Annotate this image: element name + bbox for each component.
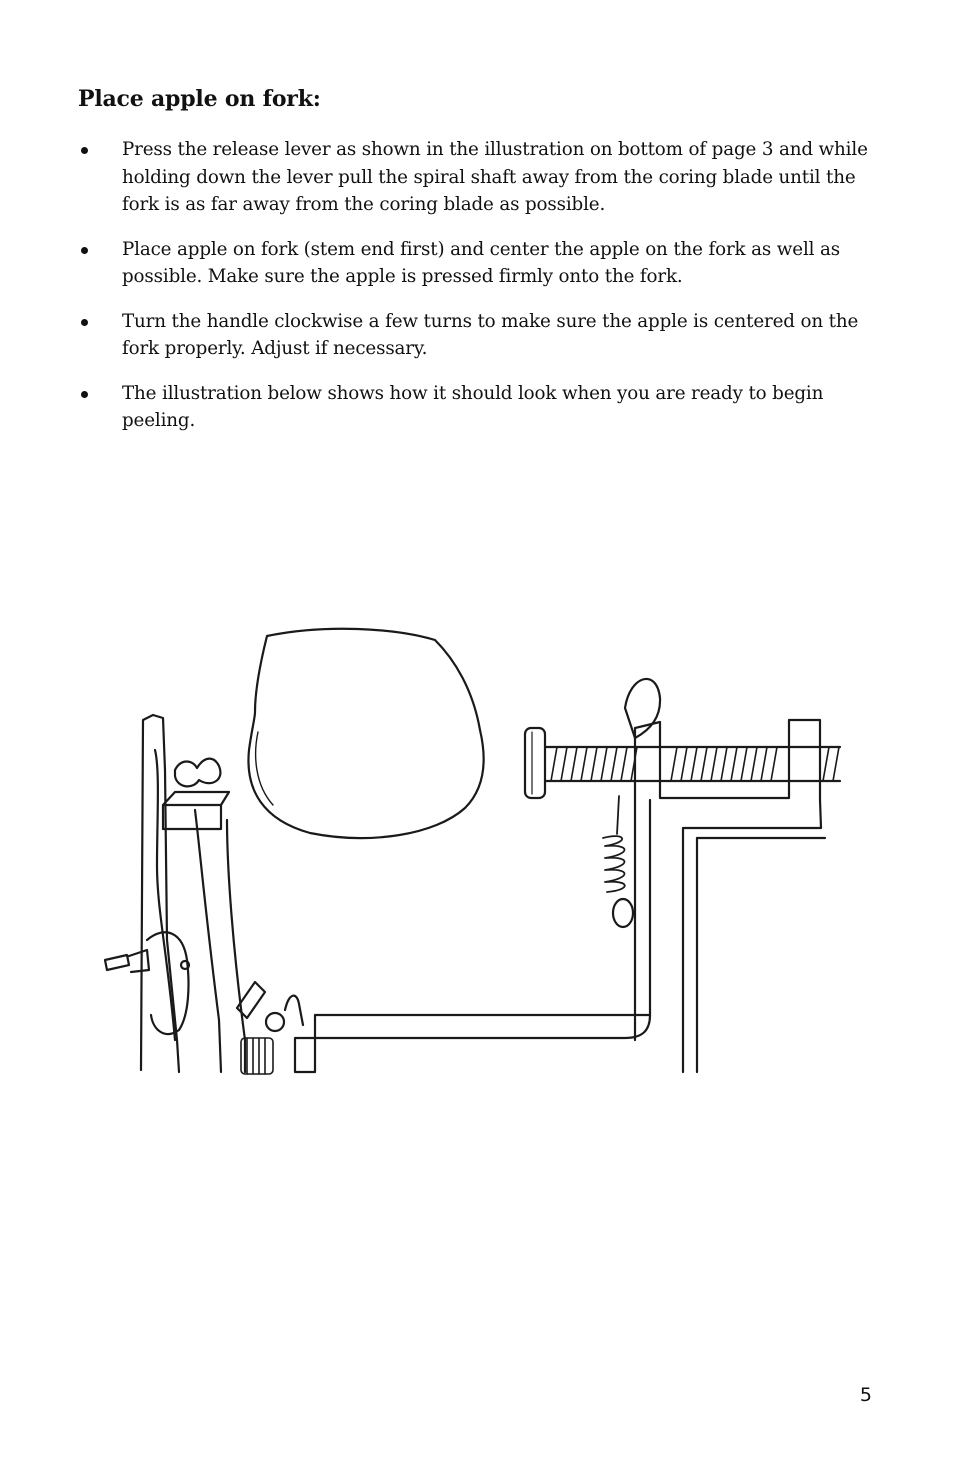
apple-peeler-illustration xyxy=(95,620,845,1075)
instruction-item xyxy=(78,308,878,363)
tension-spring xyxy=(603,796,625,892)
clamp-block xyxy=(163,805,221,829)
bullet-icon xyxy=(81,391,88,398)
bullet-icon xyxy=(81,247,88,254)
instruction-item xyxy=(78,380,878,435)
adjust-knob xyxy=(613,899,633,927)
instruction-text: Place apple on fork (stem end first) and center the apple on the fork as well as possible. Make sure the apple is pressed firmly onto the fork. xyxy=(122,238,840,287)
instruction-text: The illustration below shows how it should look when you are ready to begin peeling. xyxy=(122,382,824,431)
apple-outline-inner xyxy=(256,732,273,805)
instruction-text: Turn the handle clockwise a few turns to make sure the apple is centered on the fork properly. Adjust if necessary. xyxy=(122,310,859,359)
release-lever xyxy=(625,679,660,738)
instruction-text: Press the release lever as shown in the illustration on bottom of page 3 and while holding down the lever pull the spiral shaft away from the coring blade until the fork is as far away from the coring blade as possible. xyxy=(122,139,868,215)
frame-body xyxy=(635,720,821,1072)
instruction-item xyxy=(78,236,878,291)
page-number: 5 xyxy=(859,1384,872,1406)
peeling-blade xyxy=(237,982,265,1018)
wing-nut xyxy=(175,759,220,787)
instruction-list xyxy=(78,136,878,452)
section-heading: Place apple on fork: xyxy=(78,86,321,112)
bullet-icon xyxy=(81,147,88,154)
crank-stub xyxy=(105,955,129,970)
bullet-icon xyxy=(81,319,88,326)
apple-outline xyxy=(248,629,483,838)
blade-gear xyxy=(266,1013,284,1031)
spiral-threads xyxy=(551,747,839,781)
fork-hub xyxy=(525,728,545,798)
frame-base xyxy=(315,800,650,1038)
instruction-item xyxy=(78,136,878,219)
